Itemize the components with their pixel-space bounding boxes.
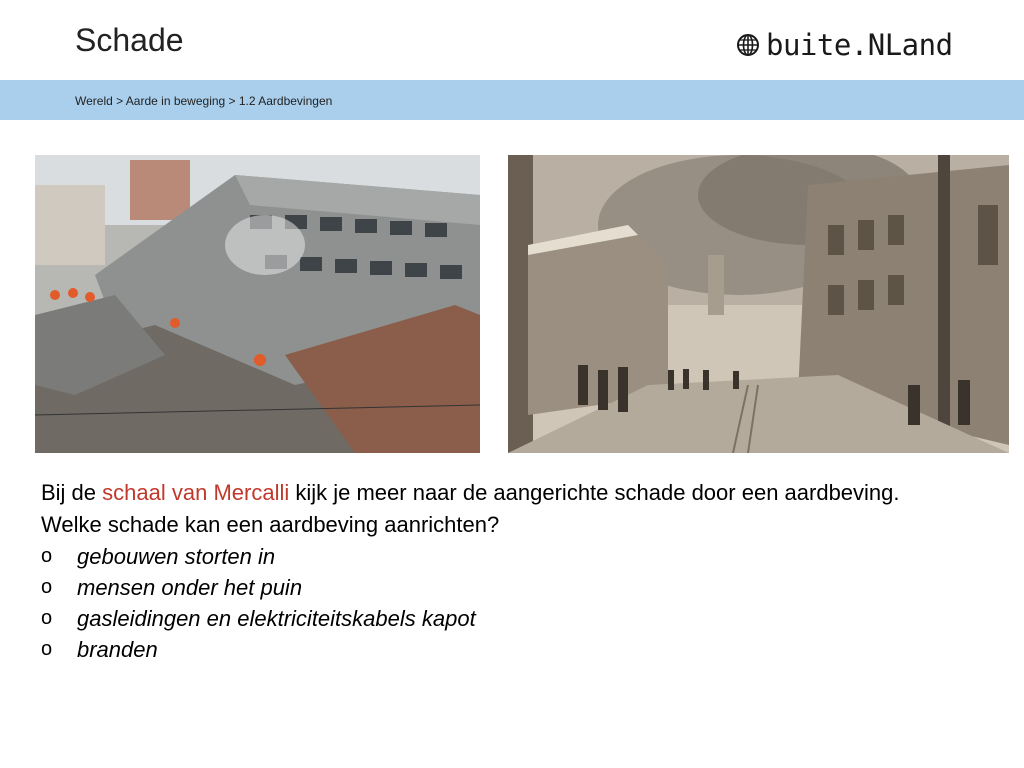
intro-prefix: Bij de: [41, 480, 103, 505]
damage-list: [41, 541, 961, 665]
intro-suffix: kijk je meer naar de aangerichte schade door een aardbeving. Welke schade kan een aardbeving aanrichten?: [41, 480, 900, 537]
bullet-marker: o: [41, 545, 53, 567]
list-item-text: gebouwen storten in: [77, 544, 276, 569]
brand-logo: [736, 28, 953, 62]
bullet-marker: o: [41, 607, 53, 629]
list-item: [41, 572, 961, 603]
list-item-text: gasleidingen en elektriciteitskabels kapot: [77, 606, 476, 631]
bullet-marker: o: [41, 638, 53, 660]
intro-paragraph: [41, 477, 961, 541]
list-item-text: mensen onder het puin: [77, 575, 303, 600]
mercalli-highlight: schaal van Mercalli: [102, 480, 290, 505]
list-item: [41, 603, 961, 634]
brand-name: buite.NLand: [766, 28, 953, 62]
bullet-marker: o: [41, 576, 53, 598]
breadcrumb: Wereld > Aarde in beweging > 1.2 Aardbevingen: [75, 94, 333, 108]
collapsed-building-photo: [35, 155, 480, 453]
list-item-text: branden: [77, 637, 158, 662]
slide-title: Schade: [75, 22, 184, 58]
historic-earthquake-fire-street-photo: [508, 155, 1009, 453]
body-content: [41, 477, 961, 665]
list-item: [41, 541, 961, 572]
list-item: [41, 634, 961, 665]
globe-icon: [736, 33, 760, 57]
